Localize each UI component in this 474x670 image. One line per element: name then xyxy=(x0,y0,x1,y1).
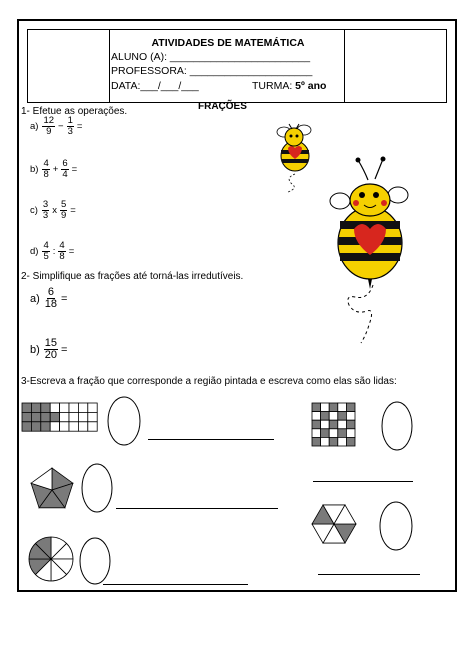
empty-cell xyxy=(321,420,330,429)
grid-5x5-figure xyxy=(312,403,356,447)
empty-cell xyxy=(69,412,78,421)
shaded-cell xyxy=(329,437,338,446)
worksheet-title: ATIVIDADES DE MATEMÁTICA xyxy=(151,37,305,49)
shaded-cell xyxy=(312,403,321,412)
item-label: a) xyxy=(30,292,40,305)
empty-cell xyxy=(60,403,69,412)
q1-item-a: a) 12 9 − $\frac{1}{3}$ = xyxy=(30,115,83,137)
shaded-cell xyxy=(321,429,330,438)
empty-cell xyxy=(60,412,69,421)
shaded-cell xyxy=(346,420,355,429)
shaded-cell xyxy=(31,412,40,421)
empty-cell xyxy=(78,412,87,421)
empty-cell xyxy=(69,403,78,412)
student-name-field[interactable]: ALUNO (A): ________________________ xyxy=(111,51,311,63)
q1-item-d: d) 4 5 : $\frac{4}{8}$ = xyxy=(30,240,75,262)
shaded-cell xyxy=(321,412,330,421)
answer-oval-2[interactable] xyxy=(380,400,414,452)
empty-cell xyxy=(321,437,330,446)
shaded-cell xyxy=(22,412,31,421)
empty-cell xyxy=(78,422,87,431)
empty-cell xyxy=(60,422,69,431)
empty-cell xyxy=(346,412,355,421)
answer-oval-5[interactable] xyxy=(78,536,112,586)
empty-cell xyxy=(329,429,338,438)
date-field[interactable]: DATA:___/___/___ xyxy=(111,80,199,92)
item-label: c) xyxy=(30,204,38,216)
q2-title: 2- Simplifique as frações até torná-las irredutíveis. xyxy=(21,271,244,282)
shaded-cell xyxy=(31,403,40,412)
large-bee-illustration xyxy=(328,155,408,345)
small-bee-illustration xyxy=(270,112,320,192)
shaded-cell xyxy=(346,437,355,446)
teacher-name-field[interactable]: PROFESSORA: _____________________ xyxy=(111,65,313,77)
class-value: 5º ano xyxy=(295,80,327,92)
empty-cell xyxy=(338,403,347,412)
answer-line-4[interactable] xyxy=(318,574,420,575)
empty-cell xyxy=(321,403,330,412)
empty-cell xyxy=(338,420,347,429)
shaded-cell xyxy=(346,403,355,412)
empty-cell xyxy=(312,429,321,438)
class-field xyxy=(252,80,326,92)
empty-cell xyxy=(88,403,97,412)
shaded-cell xyxy=(41,422,50,431)
empty-cell xyxy=(78,403,87,412)
hexagon-figure xyxy=(310,502,358,546)
shaded-cell xyxy=(329,403,338,412)
circle-figure xyxy=(28,536,74,582)
shaded-cell xyxy=(312,437,321,446)
empty-cell xyxy=(346,429,355,438)
answer-oval-4[interactable] xyxy=(378,500,414,552)
item-label: b) xyxy=(30,163,39,175)
q2-item-b: b) $\frac{15}{20}$ = xyxy=(30,337,68,361)
empty-cell xyxy=(312,412,321,421)
shaded-cell xyxy=(41,403,50,412)
item-label: d) xyxy=(30,245,39,257)
grid-8x3-figure xyxy=(22,403,98,439)
empty-cell xyxy=(88,422,97,431)
q3-title: 3-Escreva a fração que corresponde a região pintada e escreva como elas são lidas: xyxy=(21,376,397,387)
shaded-cell xyxy=(338,429,347,438)
shaded-cell xyxy=(312,420,321,429)
answer-line-2[interactable] xyxy=(313,481,413,482)
empty-cell xyxy=(88,412,97,421)
header-right-cell xyxy=(344,30,447,102)
answer-line-3[interactable] xyxy=(116,508,278,509)
item-label: a) xyxy=(30,120,39,132)
answer-line-1[interactable] xyxy=(148,439,274,440)
item-label: b) xyxy=(30,343,40,356)
shaded-cell xyxy=(338,412,347,421)
shaded-cell xyxy=(50,412,59,421)
pentagon-figure xyxy=(28,466,76,512)
empty-cell xyxy=(69,422,78,431)
shaded-cell xyxy=(22,422,31,431)
q1-item-b: b) 4 8 + $\frac{6}{4}$ = xyxy=(30,158,78,180)
shaded-cell xyxy=(31,422,40,431)
empty-cell xyxy=(50,403,59,412)
shaded-cell xyxy=(329,420,338,429)
q2-item-a: a) $\frac{6}{18}$ = xyxy=(30,286,68,310)
empty-cell xyxy=(50,422,59,431)
answer-oval-1[interactable] xyxy=(106,395,142,447)
q1-item-c: c) 3 3 x $\frac{5}{9}$ = xyxy=(30,199,76,221)
section-title: FRAÇÕES xyxy=(198,101,247,112)
empty-cell xyxy=(338,437,347,446)
class-label: TURMA: xyxy=(252,80,296,92)
empty-cell xyxy=(329,412,338,421)
q1-title: 1- Efetue as operações. xyxy=(21,106,128,117)
shaded-cell xyxy=(22,403,31,412)
header-left-cell xyxy=(28,30,110,102)
shaded-cell xyxy=(41,412,50,421)
answer-line-5[interactable] xyxy=(103,584,248,585)
answer-oval-3[interactable] xyxy=(80,462,114,514)
